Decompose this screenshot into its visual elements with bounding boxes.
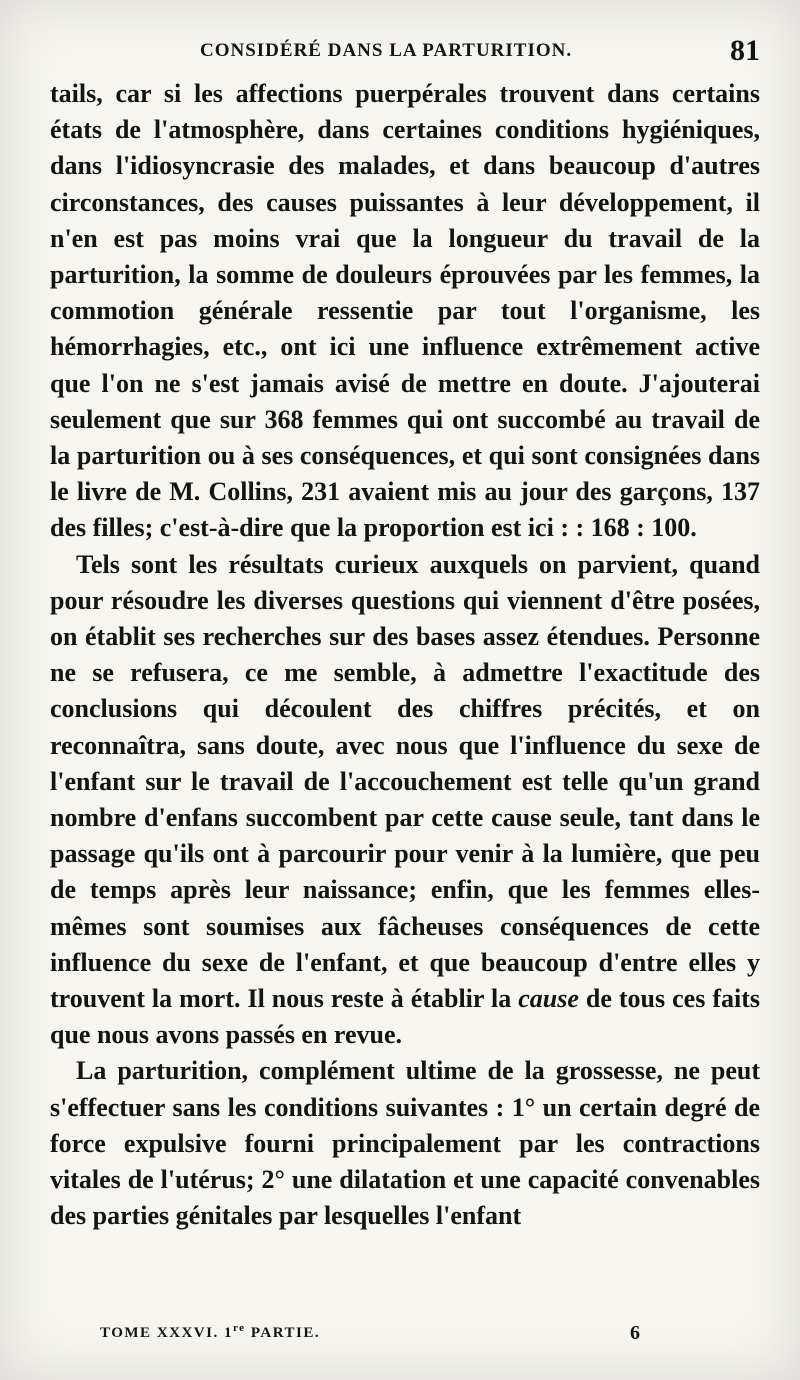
running-head xyxy=(50,30,760,70)
signature-sup: re xyxy=(232,1322,246,1334)
paragraph-2-text-after: de tous ces faits que nous avons passés en revue. xyxy=(50,984,760,1050)
signature-line xyxy=(100,1322,320,1342)
paragraph-1: tails, car si les affections puerpérales trouvent dans certains états de l'atmosphère, dans certaines conditions hygiéniques, dans l'idiosyncrasie des malades, et dans beaucoup d'autres circonstances, des causes puissantes à leur développement, il n'en est pas moins vrai que la longueur du travail de la parturition, la somme de douleurs éprouvées par les femmes, la commotion générale ressentie par tout l'organisme, les hémorrhagies, etc., ont ici une influence extrêmement active que l'on ne s'est jamais avisé de mettre en doute. J'ajouterai seulement que sur 368 femmes qui ont succombé au travail de la parturition ou à ses conséquences, et qui sont consignées dans le livre de M. Collins, 231 avaient mis au jour des garçons, 137 des filles; c'est-à-dire que la proportion est ici : : 168 : 100. xyxy=(50,79,760,543)
signature-prefix: TOME XXXVI. 1 xyxy=(100,1325,233,1341)
paragraph-3: La parturition, complément ultime de la grossesse, ne peut s'effectuer sans les conditions suivantes : 1° un certain degré de force expulsive fourni principalement par les contractions vitales de l'utérus; 2° une dilatation et une capacité convenables des parties génitales par lesquelles l'enfant xyxy=(50,1056,760,1231)
paragraph-2-emphasis: cause xyxy=(518,984,579,1014)
signature-mark: 6 xyxy=(630,1322,640,1344)
paragraph-2-text-before: Tels sont les résultats curieux auxquels on parvient, quand pour résoudre les diverses questions qui viennent d'être posées, on établit ses recherches sur des bases assez étendues. Personne ne se refusera, ce me semble, à admettre l'exactitude des conclusions qui découlent des chiffres précités, et on reconnaîtra, sans doute, avec nous que l'influence du sexe de l'enfant sur le travail de l'accouchement est telle qu'un grand nombre d'enfans succombent par cette cause seule, tant dans le passage qu'ils ont à parcourir pour venir à la lumière, que peu de temps après leur naissance; enfin, que les femmes elles-mêmes sont soumises aux fâcheuses conséquences de cette influence du sexe de l'enfant, et que beaucoup d'entre elles y trouvent la mort. Il nous reste à établir la xyxy=(50,549,760,1014)
page-footer xyxy=(100,1322,640,1352)
page-number: 81 xyxy=(730,34,760,67)
running-title: CONSIDÉRÉ DANS LA PARTURITION. xyxy=(200,40,573,61)
paragraph-2 xyxy=(50,547,760,1054)
body-text xyxy=(50,76,760,1235)
signature-suffix: PARTIE. xyxy=(245,1325,321,1341)
